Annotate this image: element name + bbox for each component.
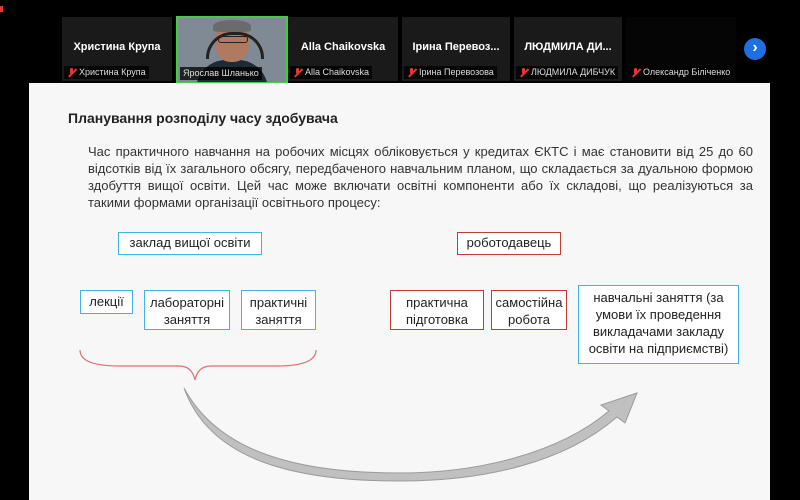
participant-name: ЛЮДМИЛА ДИ... [524,41,612,53]
participant-tile[interactable] [62,17,172,81]
participant-name: Ірина Перевоз... [412,41,500,53]
participant-caption: ЛЮДМИЛА ДИБЧУК [516,66,618,79]
participant-name: Христина Крупа [73,41,161,53]
slide-body-text: Час практичного навчання на робочих місцях обліковується у кредитах ЄКТС і має становити від 25 до 60 відсотків від їх загального обсягу, передбаченого навчальним планом, що складається за дуальною формою здобуття вищої освіти. Цей час може включати освітні компоненти або їх складові, що реалізуються за такими формами організації освітнього процесу: [88,144,753,210]
participant-tile[interactable] [514,17,622,81]
mic-muted-icon [67,68,76,77]
employer-box: роботодавець [457,232,561,255]
participant-tile[interactable] [288,17,398,81]
participant-caption: Alla Chaikovska [290,66,372,79]
participant-tile[interactable] [626,17,736,81]
form-labs: лабораторні заняття [144,290,230,330]
mic-muted-icon [293,68,302,77]
mic-muted-icon [631,68,640,77]
next-participants-button[interactable] [744,38,766,60]
form-self-study: самостійна робота [491,290,567,330]
participant-caption: Христина Крупа [64,66,149,79]
participant-caption: Олександр Біліченко [628,66,733,79]
form-classes-at-enterprise: навчальні заняття (за умови їх проведення викладачами закладу освіти на підприємстві) [578,285,739,364]
mic-muted-icon [407,68,416,77]
participant-tile-active-speaker[interactable] [176,16,288,84]
form-lectures: лекції [80,290,133,314]
form-practical-training: практична підготовка [390,290,484,330]
participant-caption: Ярослав Шланько [180,67,262,80]
mic-muted-icon [519,68,528,77]
slide-title: Планування розподілу часу здобувача [68,110,338,126]
institution-box: заклад вищої освіти [118,232,262,255]
participant-name: Alla Chaikovska [300,41,386,53]
participant-tile[interactable] [402,17,510,81]
curved-arrow [179,383,649,483]
shared-slide [29,83,770,500]
form-practicals: практичні заняття [241,290,316,330]
chevron-right-icon: › [752,39,758,56]
recording-indicator [0,6,3,12]
participant-strip [0,0,800,82]
participant-caption: Ірина Перевозова [404,66,497,79]
bracket-shape [79,348,319,388]
